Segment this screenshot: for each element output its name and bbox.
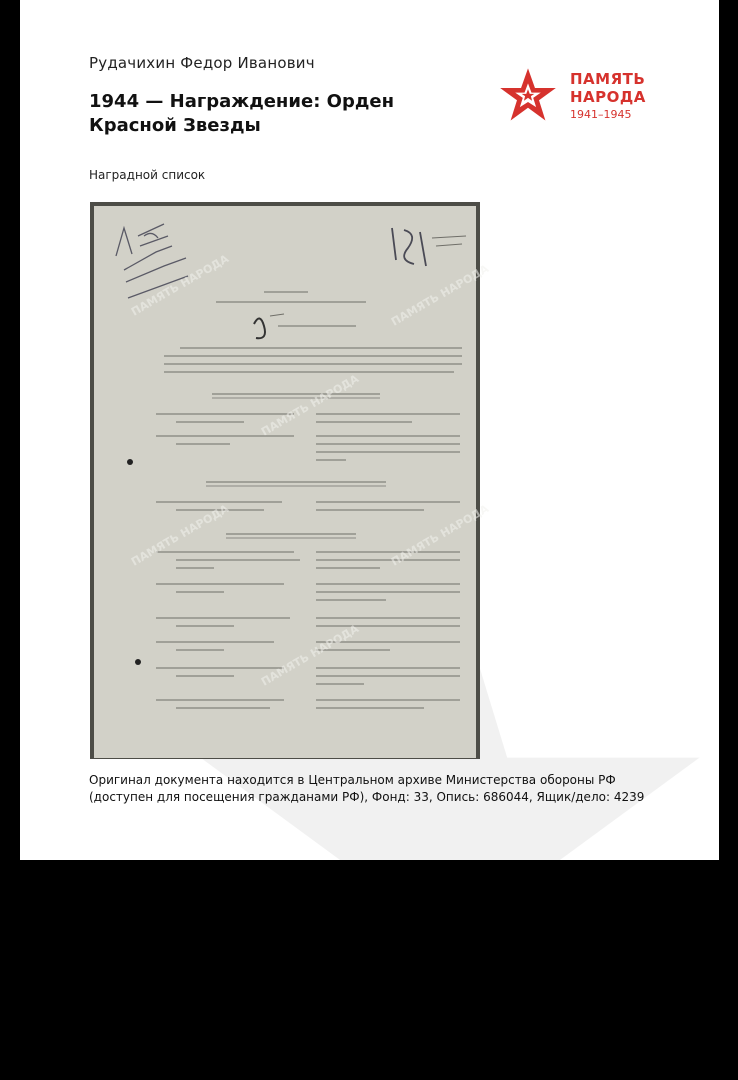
award-title: 1944 — Награждение: Орден Красной Звезды	[89, 91, 395, 136]
pamyat-naroda-logo[interactable]	[498, 62, 668, 124]
person-name: Рудачихин Федор Иванович	[89, 54, 315, 72]
logo-years: 1941–1945	[570, 108, 632, 121]
handwritten-number	[392, 228, 426, 266]
scanned-paper	[94, 206, 492, 758]
scan-watermarks	[129, 252, 491, 689]
scanned-text-drawing	[94, 206, 492, 758]
red-star-icon	[498, 66, 558, 124]
svg-text:ПАМЯТЬ НАРОДА: ПАМЯТЬ НАРОДА	[389, 262, 492, 329]
svg-text:ПАМЯТЬ НАРОДА: ПАМЯТЬ НАРОДА	[129, 252, 232, 319]
svg-text:ПАМЯТЬ НАРОДА: ПАМЯТЬ НАРОДА	[389, 502, 492, 569]
document-card	[20, 0, 719, 860]
document-scan-image[interactable]	[90, 202, 492, 759]
archive-caption: Оригинал документа находится в Центральном архиве Министерства обороны РФ (доступен для посещения гражданами РФ), Фонд: 33, Опись: 686044, Ящик/дело: 4239	[89, 773, 645, 804]
svg-text:ПАМЯТЬ НАРОДА: ПАМЯТЬ НАРОДА	[259, 372, 362, 439]
svg-text:ПАМЯТЬ НАРОДА: ПАМЯТЬ НАРОДА	[129, 502, 232, 569]
logo-text-line1: ПАМЯТЬ	[570, 70, 646, 88]
svg-text:ПАМЯТЬ НАРОДА: ПАМЯТЬ НАРОДА	[259, 622, 362, 689]
logo-text-line2: НАРОДА	[570, 88, 646, 106]
document-type-label: Наградной список	[89, 168, 206, 182]
